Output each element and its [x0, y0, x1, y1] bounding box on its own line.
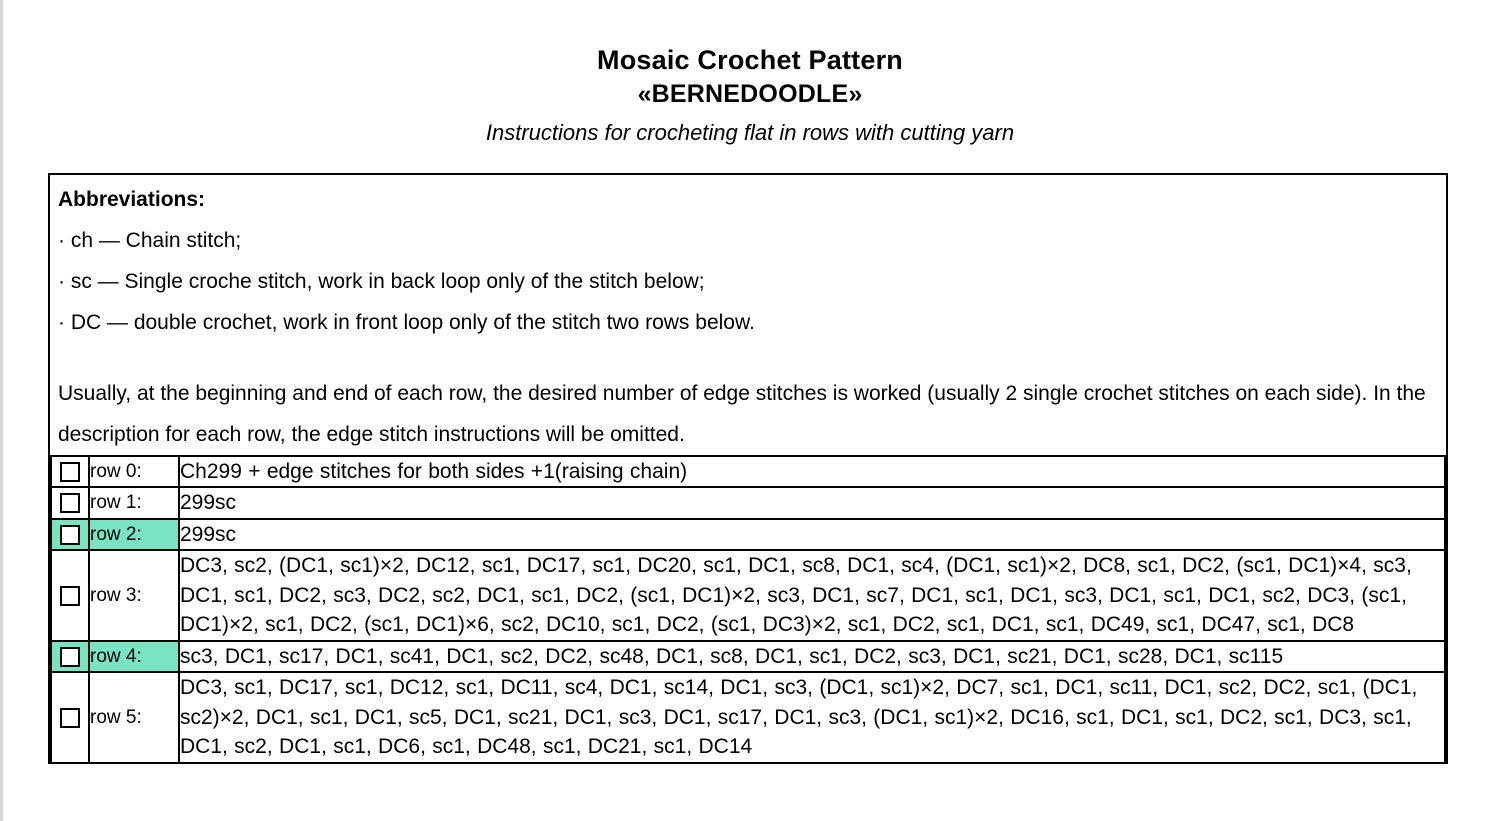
row-checkbox-cell[interactable] [51, 550, 89, 641]
row-checkbox-cell[interactable] [51, 519, 89, 551]
row-label: row 3: [89, 550, 179, 641]
row-checkbox-cell[interactable] [51, 487, 89, 519]
checkbox-icon[interactable] [60, 493, 80, 513]
edge-stitch-note-text: Usually, at the beginning and end of each row, the desired number of edge stitches is worked (usually 2 single crochet stitches on each side). In the description for each row, the edge stitch instructions will be omitted. [58, 381, 1426, 446]
row-label: row 0: [89, 456, 179, 488]
table-row [51, 672, 1445, 763]
row-checkbox-cell[interactable] [51, 641, 89, 673]
row-label: row 2: [89, 519, 179, 551]
page-subtitle: Instructions for crocheting flat in rows with cutting yarn [485, 120, 1015, 146]
abbreviations-heading: Abbreviations: [58, 187, 206, 211]
document-body [48, 0, 1452, 764]
page-title: Mosaic Crochet Pattern [597, 45, 903, 75]
row-instructions: sc3, DC1, sc17, DC1, sc41, DC1, sc2, DC2, sc48, DC1, sc8, DC1, sc1, DC2, sc3, DC1, sc21, DC1, sc28, DC1, sc115 [179, 641, 1445, 673]
instructions-frame [48, 173, 1448, 764]
row-instructions: 299sc [179, 519, 1445, 551]
table-row [51, 519, 1445, 551]
abbreviations-section [50, 175, 1446, 455]
abbreviation-item: · sc — Single croche stitch, work in back loop only of the stitch below; [58, 269, 705, 293]
row-label: row 4: [89, 641, 179, 673]
title-block [48, 0, 1452, 148]
row-instructions: 299sc [179, 487, 1445, 519]
edge-stitch-note [50, 373, 1446, 455]
table-row [51, 487, 1445, 519]
row-instructions: DC3, sc1, DC17, sc1, DC12, sc1, DC11, sc4, DC1, sc14, DC1, sc3, (DC1, sc1)×2, DC7, sc1, DC1, sc11, DC1, sc2, DC2, sc1, (DC1, sc2)×2, DC1, sc1, DC1, sc5, DC1, sc21, DC1, sc3, DC1, sc17, DC1, sc3, (DC1, sc1)×2, DC16, sc1, DC1, sc1, DC2, sc1, DC3, sc1, DC1, sc2, DC1, sc1, DC6, sc1, DC48, sc1, DC21, sc1, DC14 [179, 672, 1445, 763]
row-instructions-table [50, 455, 1446, 764]
checkbox-icon[interactable] [60, 708, 80, 728]
checkbox-icon[interactable] [60, 462, 80, 482]
checkbox-icon[interactable] [60, 525, 80, 545]
pattern-name: «BERNEDOODLE» [637, 79, 863, 108]
row-checkbox-cell[interactable] [51, 672, 89, 763]
row-label: row 5: [89, 672, 179, 763]
page-left-margin-rule [0, 0, 3, 821]
abbreviation-item: · DC — double crochet, work in front loop only of the stitch two rows below. [58, 310, 755, 334]
row-label: row 1: [89, 487, 179, 519]
row-instructions: Ch299 + edge stitches for both sides +1(raising chain) [179, 456, 1445, 488]
abbreviation-item: · ch — Chain stitch; [58, 228, 242, 252]
table-row [51, 550, 1445, 641]
table-row [51, 641, 1445, 673]
checkbox-icon[interactable] [60, 647, 80, 667]
table-row [51, 456, 1445, 488]
row-instructions: DC3, sc2, (DC1, sc1)×2, DC12, sc1, DC17, sc1, DC20, sc1, DC1, sc8, DC1, sc4, (DC1, sc1)×2, DC8, sc1, DC2, (sc1, DC1)×4, sc3, DC1, sc1, DC2, sc3, DC2, sc2, DC1, sc1, DC2, (sc1, DC1)×2, sc3, DC1, sc7, DC1, sc1, DC1, sc3, DC1, sc1, DC1, sc2, DC3, (sc1, DC1)×2, sc1, DC2, (sc1, DC1)×6, sc2, DC10, sc1, DC2, (sc1, DC3)×2, sc1, DC2, sc1, DC1, sc1, DC49, sc1, DC47, sc1, DC8 [179, 550, 1445, 641]
checkbox-icon[interactable] [60, 586, 80, 606]
row-checkbox-cell[interactable] [51, 456, 89, 488]
